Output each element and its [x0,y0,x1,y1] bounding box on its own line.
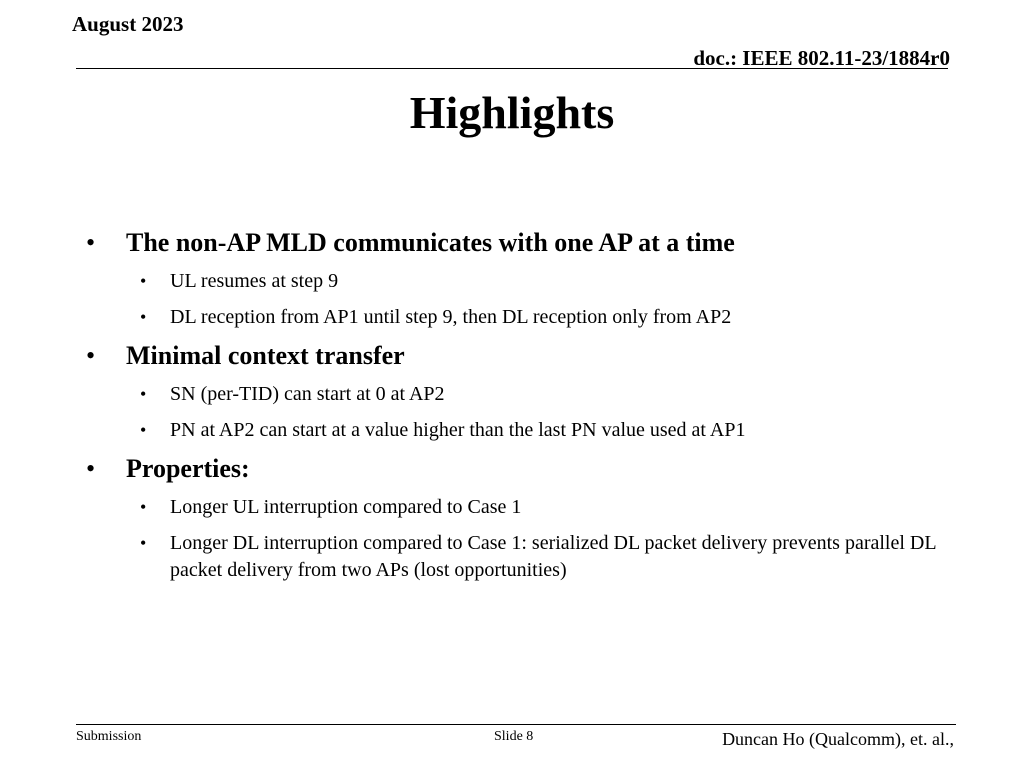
bullet-marker: • [86,341,96,370]
bullet-3-sub-1-text: Longer UL interruption compared to Case 1 [170,496,522,518]
bullet-1-sub-2-text: DL reception from AP1 until step 9, then DL reception only from AP2 [170,306,732,328]
bullet-3-sub-1 [84,494,964,521]
header-date: August 2023 [72,12,184,36]
footer-divider [76,724,956,725]
bullet-3 [84,454,964,484]
bullet-2-sub-2 [84,417,964,444]
slide-title: Highlights [409,87,615,138]
bullet-2-sub-2-text: PN at AP2 can start at a value higher than the last PN value used at AP1 [170,419,746,441]
bullet-1-sub-2 [84,304,964,331]
bullet-1-sub-1 [84,268,964,295]
bullet-2-sub-1 [84,381,964,408]
bullet-1 [84,228,964,258]
footer-submission: Submission [76,729,142,744]
header-doc-id: doc.: IEEE 802.11-23/1884r0 [693,46,950,70]
bullet-3-text: Properties: [126,454,250,483]
slide-content [84,228,964,584]
bullet-marker: • [140,271,147,291]
bullet-marker: • [140,497,147,517]
header-divider [76,68,948,69]
bullet-1-sub-1-text: UL resumes at step 9 [170,270,339,292]
bullet-marker: • [86,454,96,483]
bullet-marker: • [86,228,96,257]
bullet-marker: • [140,533,147,553]
bullet-marker: • [140,384,147,404]
bullet-3-sub-2 [84,530,964,584]
bullet-marker: • [140,307,147,327]
bullet-3-sub-2-text: Longer DL interruption compared to Case 1: serialized DL packet delivery prevents parallel DL packet delivery from two APs (lost opportunities) [170,532,936,581]
bullet-2-sub-1-text: SN (per-TID) can start at 0 at AP2 [170,383,445,405]
bullet-2-text: Minimal context transfer [126,341,405,370]
bullet-2 [84,341,964,371]
bullet-1-text: The non-AP MLD communicates with one AP at a time [126,228,735,257]
bullet-marker: • [140,420,147,440]
footer-author: Duncan Ho (Qualcomm), et. al., [722,729,954,749]
footer-slide-number: Slide 8 [494,729,534,744]
